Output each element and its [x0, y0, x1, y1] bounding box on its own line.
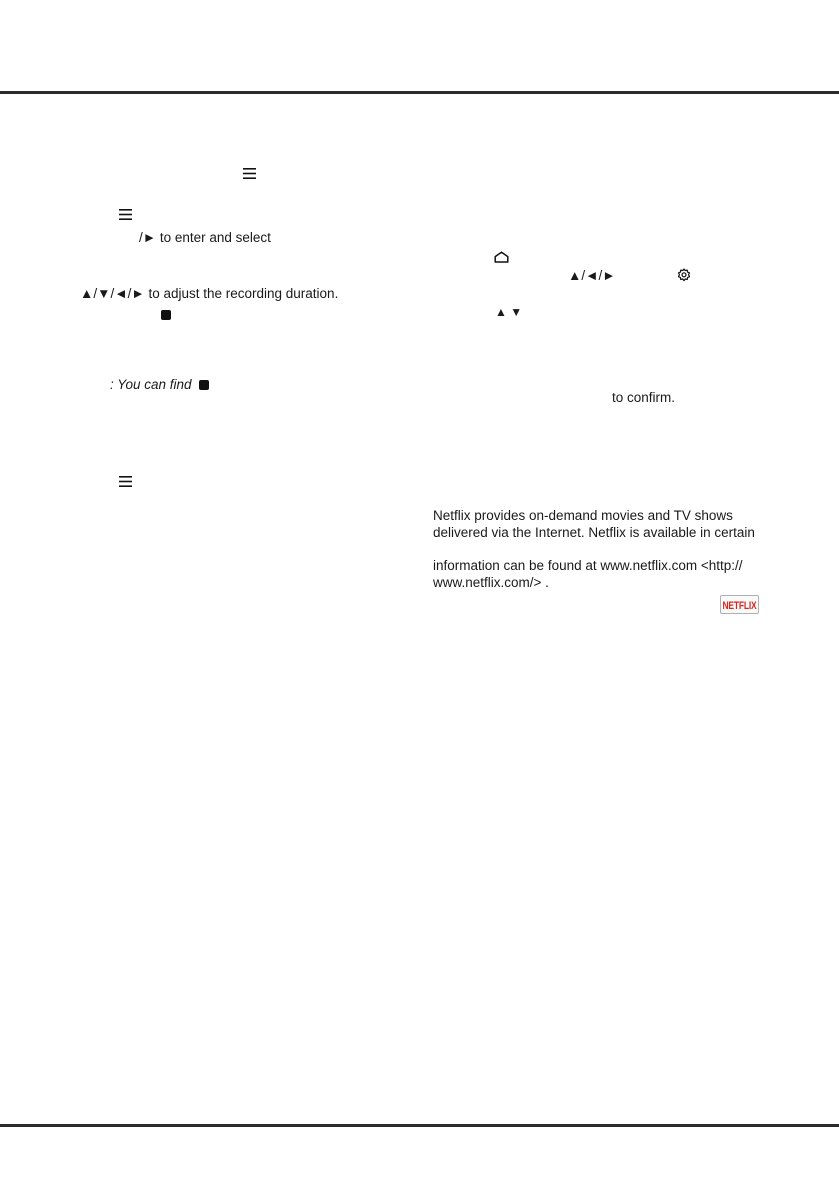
- netflix-logo-text: NETFLIX: [722, 597, 757, 612]
- netflix-para-line: www.netflix.com/> .: [433, 575, 549, 590]
- netflix-para-line: delivered via the Internet. Netflix is available in certain: [433, 525, 755, 540]
- netflix-para-line: information can be found at www.netflix.com <http://: [433, 558, 743, 573]
- stop-icon: [161, 310, 171, 320]
- menu-icon: [119, 209, 132, 220]
- confirm-text: to confirm.: [612, 390, 676, 405]
- enter-select-text: /► to enter and select: [139, 230, 271, 245]
- home-icon: [494, 251, 509, 263]
- header-rule: [0, 91, 839, 94]
- note-text: : You can find: [110, 377, 192, 392]
- menu-icon: [119, 476, 132, 487]
- netflix-para-line: Netflix provides on-demand movies and TV shows: [433, 508, 733, 523]
- netflix-button-icon: [720, 595, 759, 614]
- footer-rule: [0, 1124, 839, 1127]
- adjust-duration-text: ▲/▼/◄/► to adjust the recording duration.: [80, 286, 339, 301]
- stop-icon: [199, 380, 209, 390]
- gear-icon: [677, 268, 691, 282]
- up-down-arrows-text: ▲ ▼: [495, 305, 523, 319]
- arrows-text: ▲/◄/►: [568, 268, 616, 283]
- menu-icon: [243, 168, 256, 179]
